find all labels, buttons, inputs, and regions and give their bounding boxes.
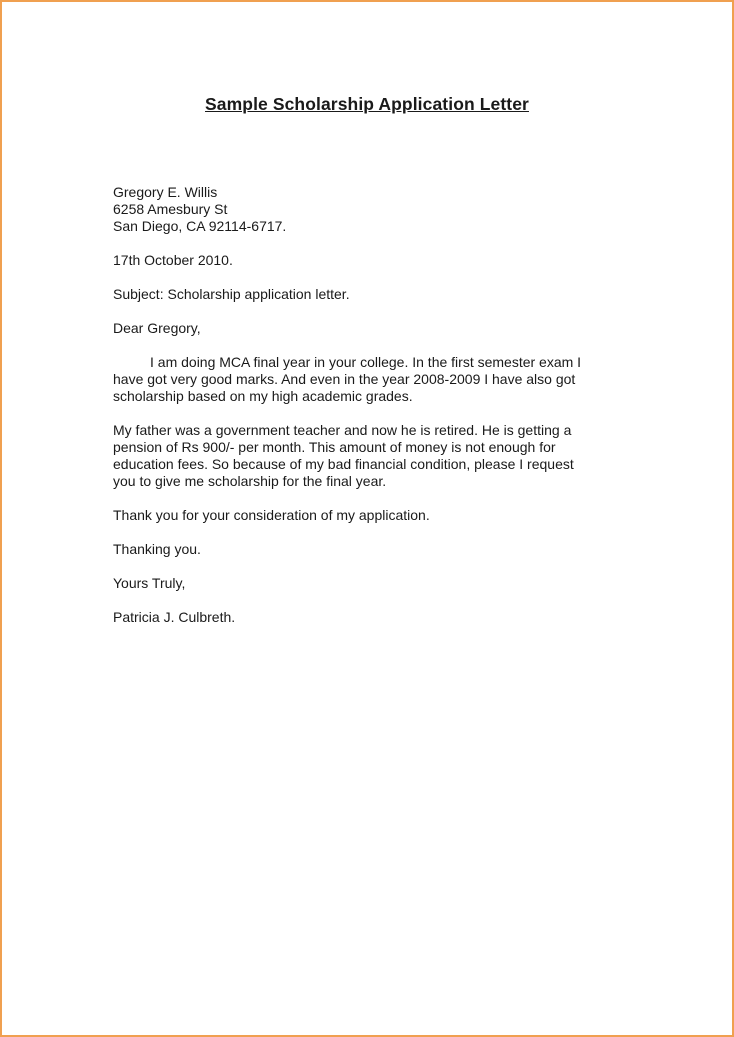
paragraph-1-line-2: have got very good marks. And even in the year 2008-2009 I have also got [113,371,576,387]
thanks-line: Thank you for your consideration of my application. [113,507,430,523]
paragraph-1-line-3: scholarship based on my high academic grades. [113,388,413,404]
letter-salutation: Dear Gregory, [113,320,201,336]
paragraph-1-line-1-text: I am doing MCA final year in your college. In the first semester exam I [150,354,582,370]
paragraph-2-line-4: you to give me scholarship for the final year. [113,473,387,489]
thanking-line: Thanking you. [113,541,201,557]
paragraph-2-line-2: pension of Rs 900/- per month. This amount of money is not enough for [113,439,556,455]
letter-title: Sample Scholarship Application Letter [205,94,529,114]
letter-date: 17th October 2010. [113,252,233,268]
sender-address [113,184,613,235]
sender-city-line: San Diego, CA 92114-6717. [113,218,287,234]
closing-line: Yours Truly, [113,575,186,591]
paragraph-2 [113,422,613,490]
signature-name: Patricia J. Culbreth. [113,609,236,625]
paragraph-1-line-1 [113,354,613,371]
paragraph-2-line-3: education fees. So because of my bad financial condition, please I request [113,456,574,472]
paragraph-1 [113,354,613,405]
letter-subject: Subject: Scholarship application letter. [113,286,350,302]
letter-body [113,184,613,626]
sender-street: 6258 Amesbury St [113,201,228,217]
sender-name: Gregory E. Willis [113,184,218,200]
paragraph-2-line-1: My father was a government teacher and now he is retired. He is getting a [113,422,572,438]
